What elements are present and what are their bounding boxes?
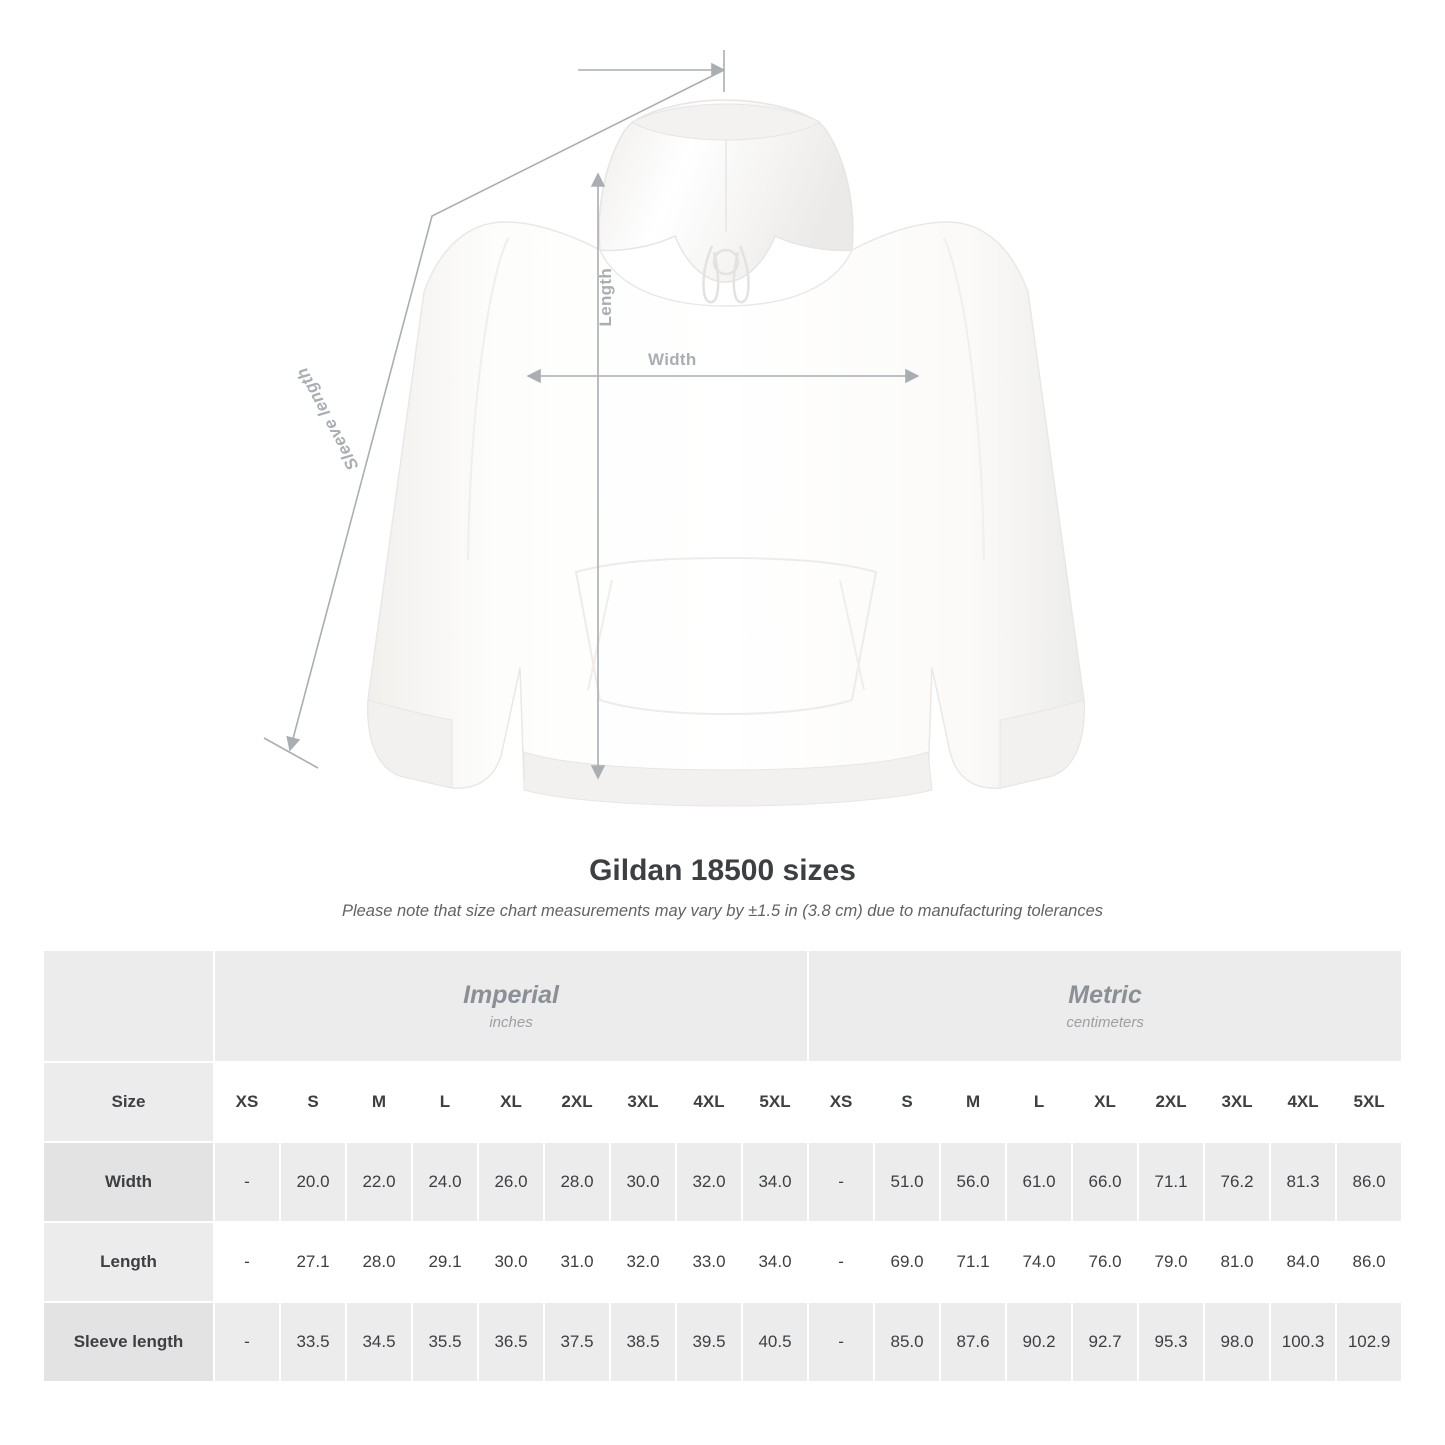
sleeve-imperial-l: 35.5 — [412, 1302, 478, 1381]
length-imperial-xl: 30.0 — [478, 1222, 544, 1302]
length-imperial-3xl: 32.0 — [610, 1222, 676, 1302]
width-metric-s: 51.0 — [874, 1142, 940, 1222]
page-title: Gildan 18500 sizes — [589, 854, 856, 887]
sleeve-metric-xl: 92.7 — [1072, 1302, 1138, 1381]
length-imperial-m: 28.0 — [346, 1222, 412, 1302]
size-col-metric-xl: XL — [1072, 1062, 1138, 1142]
width-imperial-4xl: 32.0 — [676, 1142, 742, 1222]
width-metric-4xl: 81.3 — [1270, 1142, 1336, 1222]
length-imperial-xs: - — [214, 1222, 280, 1302]
unit-header-row — [44, 951, 1402, 1062]
unit-group-metric-name: Metric — [1068, 981, 1142, 1010]
sleeve-metric-s: 85.0 — [874, 1302, 940, 1381]
size-table-wrapper — [44, 951, 1401, 1381]
width-metric-xs: - — [808, 1142, 874, 1222]
sleeve-metric-5xl: 102.9 — [1336, 1302, 1402, 1381]
length-metric-s: 69.0 — [874, 1222, 940, 1302]
size-label-cell: Size — [44, 1062, 214, 1142]
width-imperial-xl: 26.0 — [478, 1142, 544, 1222]
size-col-metric-m: M — [940, 1062, 1006, 1142]
width-imperial-m: 22.0 — [346, 1142, 412, 1222]
width-metric-2xl: 71.1 — [1138, 1142, 1204, 1222]
size-col-imperial-xl: XL — [478, 1062, 544, 1142]
size-col-metric-3xl: 3XL — [1204, 1062, 1270, 1142]
width-imperial-2xl: 28.0 — [544, 1142, 610, 1222]
sleeve-metric-m: 87.6 — [940, 1302, 1006, 1381]
table-row — [44, 1302, 1402, 1381]
unit-group-metric — [808, 951, 1402, 1062]
sleeve-metric-l: 90.2 — [1006, 1302, 1072, 1381]
size-col-metric-5xl: 5XL — [1336, 1062, 1402, 1142]
size-col-imperial-m: M — [346, 1062, 412, 1142]
unit-group-imperial-sub: inches — [489, 1013, 533, 1031]
length-imperial-5xl: 34.0 — [742, 1222, 808, 1302]
size-col-imperial-xs: XS — [214, 1062, 280, 1142]
width-imperial-s: 20.0 — [280, 1142, 346, 1222]
length-metric-2xl: 79.0 — [1138, 1222, 1204, 1302]
length-metric-l: 74.0 — [1006, 1222, 1072, 1302]
size-col-imperial-s: S — [280, 1062, 346, 1142]
sleeve-imperial-2xl: 37.5 — [544, 1302, 610, 1381]
row-label-sleeve-length: Sleeve length — [44, 1302, 214, 1381]
size-col-imperial-5xl: 5XL — [742, 1062, 808, 1142]
sleeve-imperial-m: 34.5 — [346, 1302, 412, 1381]
width-imperial-3xl: 30.0 — [610, 1142, 676, 1222]
sleeve-imperial-xl: 36.5 — [478, 1302, 544, 1381]
sleeve-metric-xs: - — [808, 1302, 874, 1381]
width-dimension-label: Width — [648, 350, 697, 369]
width-metric-l: 61.0 — [1006, 1142, 1072, 1222]
sleeve-imperial-4xl: 39.5 — [676, 1302, 742, 1381]
width-imperial-xs: - — [214, 1142, 280, 1222]
length-metric-xs: - — [808, 1222, 874, 1302]
length-metric-xl: 76.0 — [1072, 1222, 1138, 1302]
length-metric-5xl: 86.0 — [1336, 1222, 1402, 1302]
hoodie-shape — [368, 100, 1084, 806]
unit-group-imperial — [214, 951, 808, 1062]
width-metric-xl: 66.0 — [1072, 1142, 1138, 1222]
size-col-imperial-l: L — [412, 1062, 478, 1142]
length-imperial-2xl: 31.0 — [544, 1222, 610, 1302]
tolerance-note: Please note that size chart measurements may vary by ±1.5 in (3.8 cm) due to manufacturing tolerances — [341, 902, 1104, 920]
sleeve-length-dimension-label: Sleeve length — [292, 364, 363, 474]
width-imperial-5xl: 34.0 — [742, 1142, 808, 1222]
length-imperial-s: 27.1 — [280, 1222, 346, 1302]
size-col-imperial-4xl: 4XL — [676, 1062, 742, 1142]
unit-group-imperial-name: Imperial — [463, 981, 559, 1010]
size-header-row — [44, 1062, 1402, 1142]
width-metric-m: 56.0 — [940, 1142, 1006, 1222]
length-metric-4xl: 84.0 — [1270, 1222, 1336, 1302]
corner-cell — [44, 951, 214, 1062]
sleeve-metric-3xl: 98.0 — [1204, 1302, 1270, 1381]
size-col-metric-4xl: 4XL — [1270, 1062, 1336, 1142]
size-col-imperial-3xl: 3XL — [610, 1062, 676, 1142]
sleeve-imperial-5xl: 40.5 — [742, 1302, 808, 1381]
length-metric-3xl: 81.0 — [1204, 1222, 1270, 1302]
width-metric-5xl: 86.0 — [1336, 1142, 1402, 1222]
width-imperial-l: 24.0 — [412, 1142, 478, 1222]
length-imperial-l: 29.1 — [412, 1222, 478, 1302]
size-col-metric-2xl: 2XL — [1138, 1062, 1204, 1142]
row-label-width: Width — [44, 1142, 214, 1222]
length-imperial-4xl: 33.0 — [676, 1222, 742, 1302]
size-col-imperial-2xl: 2XL — [544, 1062, 610, 1142]
sleeve-imperial-xs: - — [214, 1302, 280, 1381]
size-chart-table — [44, 951, 1403, 1381]
size-col-metric-xs: XS — [808, 1062, 874, 1142]
table-row — [44, 1222, 1402, 1302]
sleeve-metric-4xl: 100.3 — [1270, 1302, 1336, 1381]
width-metric-3xl: 76.2 — [1204, 1142, 1270, 1222]
row-label-length: Length — [44, 1222, 214, 1302]
sleeve-imperial-3xl: 38.5 — [610, 1302, 676, 1381]
size-col-metric-l: L — [1006, 1062, 1072, 1142]
length-metric-m: 71.1 — [940, 1222, 1006, 1302]
sleeve-imperial-s: 33.5 — [280, 1302, 346, 1381]
title-block — [0, 854, 1445, 921]
unit-group-metric-sub: centimeters — [1066, 1013, 1144, 1031]
sleeve-metric-2xl: 95.3 — [1138, 1302, 1204, 1381]
size-col-metric-s: S — [874, 1062, 940, 1142]
table-row — [44, 1142, 1402, 1222]
length-dimension-label: Length — [596, 268, 615, 327]
